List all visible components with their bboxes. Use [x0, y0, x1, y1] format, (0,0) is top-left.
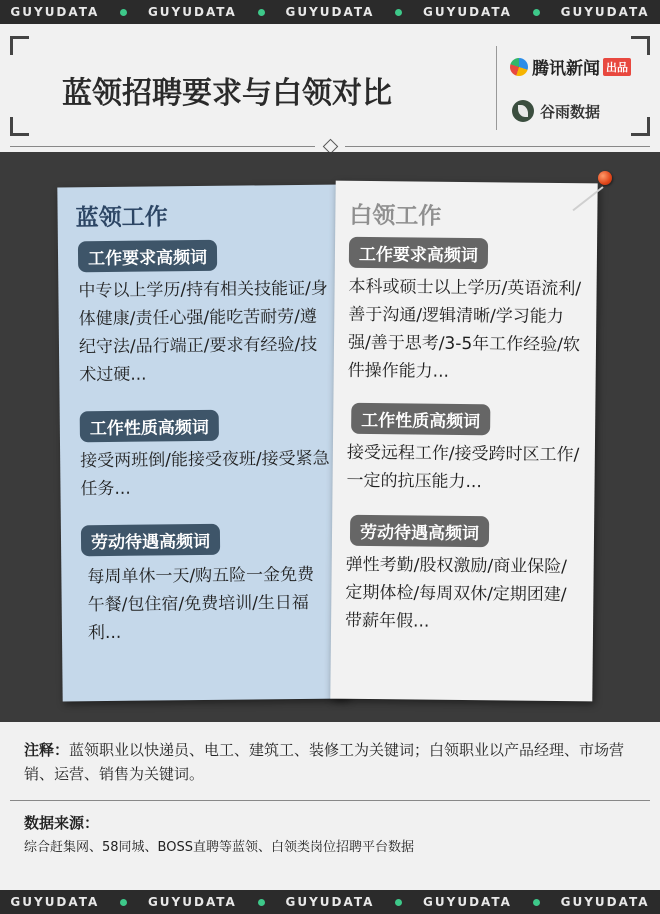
divider-line — [10, 146, 315, 147]
section-text: 接受远程工作/接受跨时区工作/一定的抗压能力... — [346, 442, 580, 493]
top-brand-strip — [0, 0, 660, 24]
section-text: 每周单休一天/购五险一金免费午餐/包住宿/免费培训/生日福利... — [87, 564, 315, 644]
strip-word: GUYUDATA — [147, 5, 237, 19]
bottom-brand-strip — [0, 890, 660, 914]
corner-bracket-icon — [631, 36, 650, 55]
footnote-label: 注释： — [24, 741, 70, 759]
leaf-icon — [512, 100, 534, 122]
dot-icon — [395, 9, 402, 16]
corner-bracket-icon — [631, 117, 650, 136]
strip-word: GUYUDATA — [10, 5, 100, 19]
section-tag: 工作要求高频词 — [78, 240, 217, 272]
strip-word: GUYUDATA — [10, 895, 100, 909]
brand-badge: 出品 — [603, 58, 631, 76]
footnote — [24, 738, 636, 786]
brand-name: 谷雨数据 — [540, 102, 601, 121]
tencent-news-icon — [510, 58, 528, 76]
strip-word: GUYUDATA — [285, 5, 375, 19]
section-text: 本科或硕士以上学历/英语流利/善于沟通/逻辑清晰/学习能力强/善于思考/3-5年工作经验/软件操作能力... — [347, 276, 582, 382]
corner-bracket-icon — [10, 36, 29, 55]
divider-line — [345, 146, 650, 147]
pushpin-icon — [598, 171, 612, 185]
blue-collar-card — [57, 185, 347, 702]
dot-icon — [120, 899, 127, 906]
header — [0, 24, 660, 148]
strip-word: GUYUDATA — [423, 895, 512, 909]
strip-word: GUYUDATA — [423, 5, 512, 19]
dot-icon — [533, 899, 540, 906]
tencent-news-logo — [510, 54, 631, 79]
comparison-panel — [0, 152, 660, 722]
section-tag: 工作性质高频词 — [351, 403, 490, 435]
dot-icon — [258, 899, 265, 906]
section-tag: 劳动待遇高频词 — [350, 515, 489, 547]
section-tag: 工作性质高频词 — [80, 410, 219, 442]
corner-bracket-icon — [10, 117, 29, 136]
strip-word: GUYUDATA — [147, 895, 237, 909]
section-tag: 工作要求高频词 — [349, 237, 488, 269]
strip-word: GUYUDATA — [560, 5, 650, 19]
dot-icon — [533, 9, 540, 16]
white-collar-card — [330, 181, 597, 702]
footnote-text: 蓝领职业以快递员、电工、建筑工、装修工为关键词；白领职业以产品经理、市场营销、运营、销售为关键词。 — [24, 741, 625, 783]
dot-icon — [120, 9, 127, 16]
vertical-divider — [496, 46, 497, 130]
card-title: 白领工作 — [349, 202, 442, 230]
dot-icon — [395, 899, 402, 906]
dot-icon — [258, 9, 265, 16]
section-text: 接受两班倒/能接受夜班/接受紧急任务... — [80, 448, 330, 500]
section-text: 弹性考勤/股权激励/商业保险/定期体检/每周双休/定期团建/带薪年假... — [345, 554, 567, 632]
divider-line — [10, 800, 650, 801]
strip-word: GUYUDATA — [285, 895, 375, 909]
section-tag: 劳动待遇高频词 — [81, 524, 220, 556]
page-title: 蓝领招聘要求与白领对比 — [62, 76, 392, 111]
source-label: 数据来源： — [24, 814, 100, 832]
strip-word: GUYUDATA — [560, 895, 650, 909]
source-text: 综合赶集网、58同城、BOSS直聘等蓝领、白领类岗位招聘平台数据 — [24, 840, 414, 855]
brand-name: 腾讯新闻 — [532, 59, 600, 79]
section-text: 中专以上学历/持有相关技能证/身体健康/责任心强/能吃苦耐劳/遵纪守法/品行端正/要求有经验/技术过硬... — [78, 278, 328, 386]
guyu-data-logo — [512, 100, 600, 122]
card-title: 蓝领工作 — [75, 204, 168, 232]
